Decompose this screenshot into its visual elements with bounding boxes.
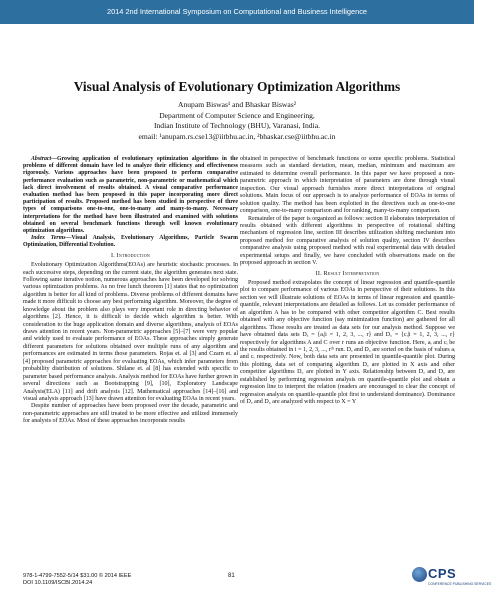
footer-doi: DOI 10.1109/ISCBI.2014.24 — [23, 580, 93, 586]
author-institute: Indian Institute of Technology (BHU), Varanasi, India. — [153, 121, 320, 131]
intro-paragraph-2: Despite number of approaches have been proposed over the decade, parametric and non-parametric approaches are still treated to be more effective and utilized immensely for analysis of EOAs. Most of these approaches incorporate results — [23, 403, 238, 425]
author-names: Anupam Biswas¹ and Bhaskar Biswas² — [177, 100, 297, 109]
cps-logo-subtitle: CONFERENCE PUBLISHING SERVICES — [428, 582, 491, 586]
section-heading-result-interpretation: II. Result Interpretation — [315, 270, 380, 277]
cps-logo-text: CPS — [428, 566, 457, 581]
right-paragraph-1: obtained in perspective of benchmark functions or some specific problems. Statistical measures such as standard deviation, mean, median, minimum and maximum are estimated to determine overall performance. In this paper we have proposed a non-parametric approach in which interpretation of parameters are done through visual inspection. Our visual approach furnishes more direct interpretations of original solutions. Main focus of our approach is to analyze performance of EOAs in terms of solution quality. The method has been exploited in the directives such as one-to-one comparison, one-to-many comparison and for ranking, many-to-many comparison. — [240, 156, 455, 215]
section-heading-introduction: I. Introduction — [111, 252, 150, 259]
paper-title: Visual Analysis of Evolutionary Optimization Algorithms — [73, 79, 401, 94]
abstract-label: Abstract — [31, 156, 52, 162]
author-department: Department of Computer Science and Engineering, — [159, 110, 315, 120]
right-column — [240, 156, 455, 406]
cps-logo — [412, 565, 491, 591]
author-email: email: ¹anupam.rs.cse13@iitbhu.ac.in, ²bhaskar.cse@iitbhu.ac.in — [138, 131, 336, 141]
abstract-text: —Growing application of evolutionary optimization algorithms in the problems of different domain have led to analyze their efficiency and effectiveness rigorously. Various approaches have been proposed to perform comparative performance evaluation such as parametric, non-parametric or mathematical which lack direct involvement of results obtained. A visual comparative performance evaluation method has been proposed in this paper incorporating more direct participation of results. Proposed method has been studied in perspective of three types of comparisons one-to-one, one-to-many and many-to-many. Necessary interpretations for the method have been illustrated and examined with solutions obtained on several benchmark functions through well known evolutionary optimization algorithms. — [23, 156, 238, 235]
author-block — [0, 100, 474, 142]
footer-isbn: 978-1-4799-7552-5/14 $31.00 © 2014 IEEE — [23, 573, 132, 579]
intro-paragraph-1: Evolutionary Optimization Algorithms(EOAs) are heuristic stochastic processes. In each successive steps, depending on the current state, the algorithm generates next state. Following same iterative notion, numerous approaches have been developed for solving various optimization problems. As no free lunch theorem [1] states that no optimization algorithm is better for all kind of problems. Diverse problems of different domains have made it more difficult to choose any best performing algorithm. Moreover, the degree of knowledge about the problem also plays very important role in directing behavior of algorithms [2]. Hence, it is difficult to decide which algorithm is better. With consideration to the huge application domain and diverse algorithms, analysis of EOAs draws attention in recent years. Non-parametric approaches [5]–[7] were very popular and widely used to evaluate performance of EOAs. These approaches simply generate different parameters for solutions obtained over multiple runs of any algorithm and performances are estimated in terms those parameters. Rojas et. al [3] and Czarn et. al [4] proposed parametric approaches for evaluating EOAs, which infer parameters from probability distribution of solutions. Shilane et. al [8] has extended with specific to parameter based performance analysis. Analysis method for EOAs have further grown in several directions such as Bootstrapping [9], [10], Exploratory Landscape Analysis(ELA) [11] and drift analysis [12]. Mathematical approaches [14]–[16] and visual analysis approach [13] have drawn attention for evaluating EOAs in recent years. — [23, 262, 238, 402]
right-paragraph-2: Remainder of the paper is organized as follows: section II elaborates interpretation of results obtained with different algorithms in perspective of rotational shifting mechanism of regression line, section III describes utilization shifting mechanism into proposed method for comparative analysis of solution quality, section IV describes comparative analysis using proposed method with real experimental data with detailed experimental setups and finally, we have concluded with observations made on the proposed approach in section V. — [240, 215, 455, 267]
conference-banner: 2014 2nd International Symposium on Computational and Business Intelligence — [0, 0, 474, 24]
index-terms — [23, 235, 238, 249]
left-column — [23, 156, 238, 426]
abstract — [23, 156, 238, 235]
globe-icon — [412, 567, 427, 582]
index-terms-text: —Visual Analysis, Evolutionary Algorithms, Particle Swarm Optimization, Differential Evolution. — [23, 235, 238, 249]
footer-citation — [23, 573, 131, 587]
page-number: 81 — [228, 573, 235, 579]
right-paragraph-3: Proposed method extrapolates the concept of linear regression and quantile-quantile plot to compare performance of various EOAs in perspective of their solutions. In this section we will illustrate solutions of EOAs in terms of linear regression and quantile-quantile, relevant interpretations are detailed as follows. Let us consider performance of an algorithm A has to be compared with other competitor algorithm C. Best results obtained with any objective function (say minimization function) are gathered for all algorithms. Those results are treated as data sets for our analysis method. Suppose we have obtained data sets Dₐ = {aᵢ|i = 1, 2, 3, ..., r} and D꜀ = {cᵢ|i = 1, 2, 3, ..., r} respectively for algorithms A and C over r runs an objective function. Here, aᵢ and cᵢ be the results obtained in i = 1, 2, 3, ..., rᵗʰ run. Dₐ and D꜀ are sorted on the basis of values aᵢ and cᵢ respectively. Now, both data sets are presented in quantile-quantile plot. During this plotting, data set of comparing algorithm Dₐ are plotted in X axis and other competitor algorithms D꜀ are plotted in Y axis. Relationship between Dₐ and D꜀ are established by performing regression analysis on quantile-quantile plot and obtain a regression line to interpret the relation (readers are encouraged to clear the concept of regression analysis on quantile-quantile plot first to understand dominance). Dominance of Dₐ and D꜀ are analyzed with respect to X = Y — [240, 280, 455, 405]
index-terms-label: Index Terms — [31, 235, 66, 242]
